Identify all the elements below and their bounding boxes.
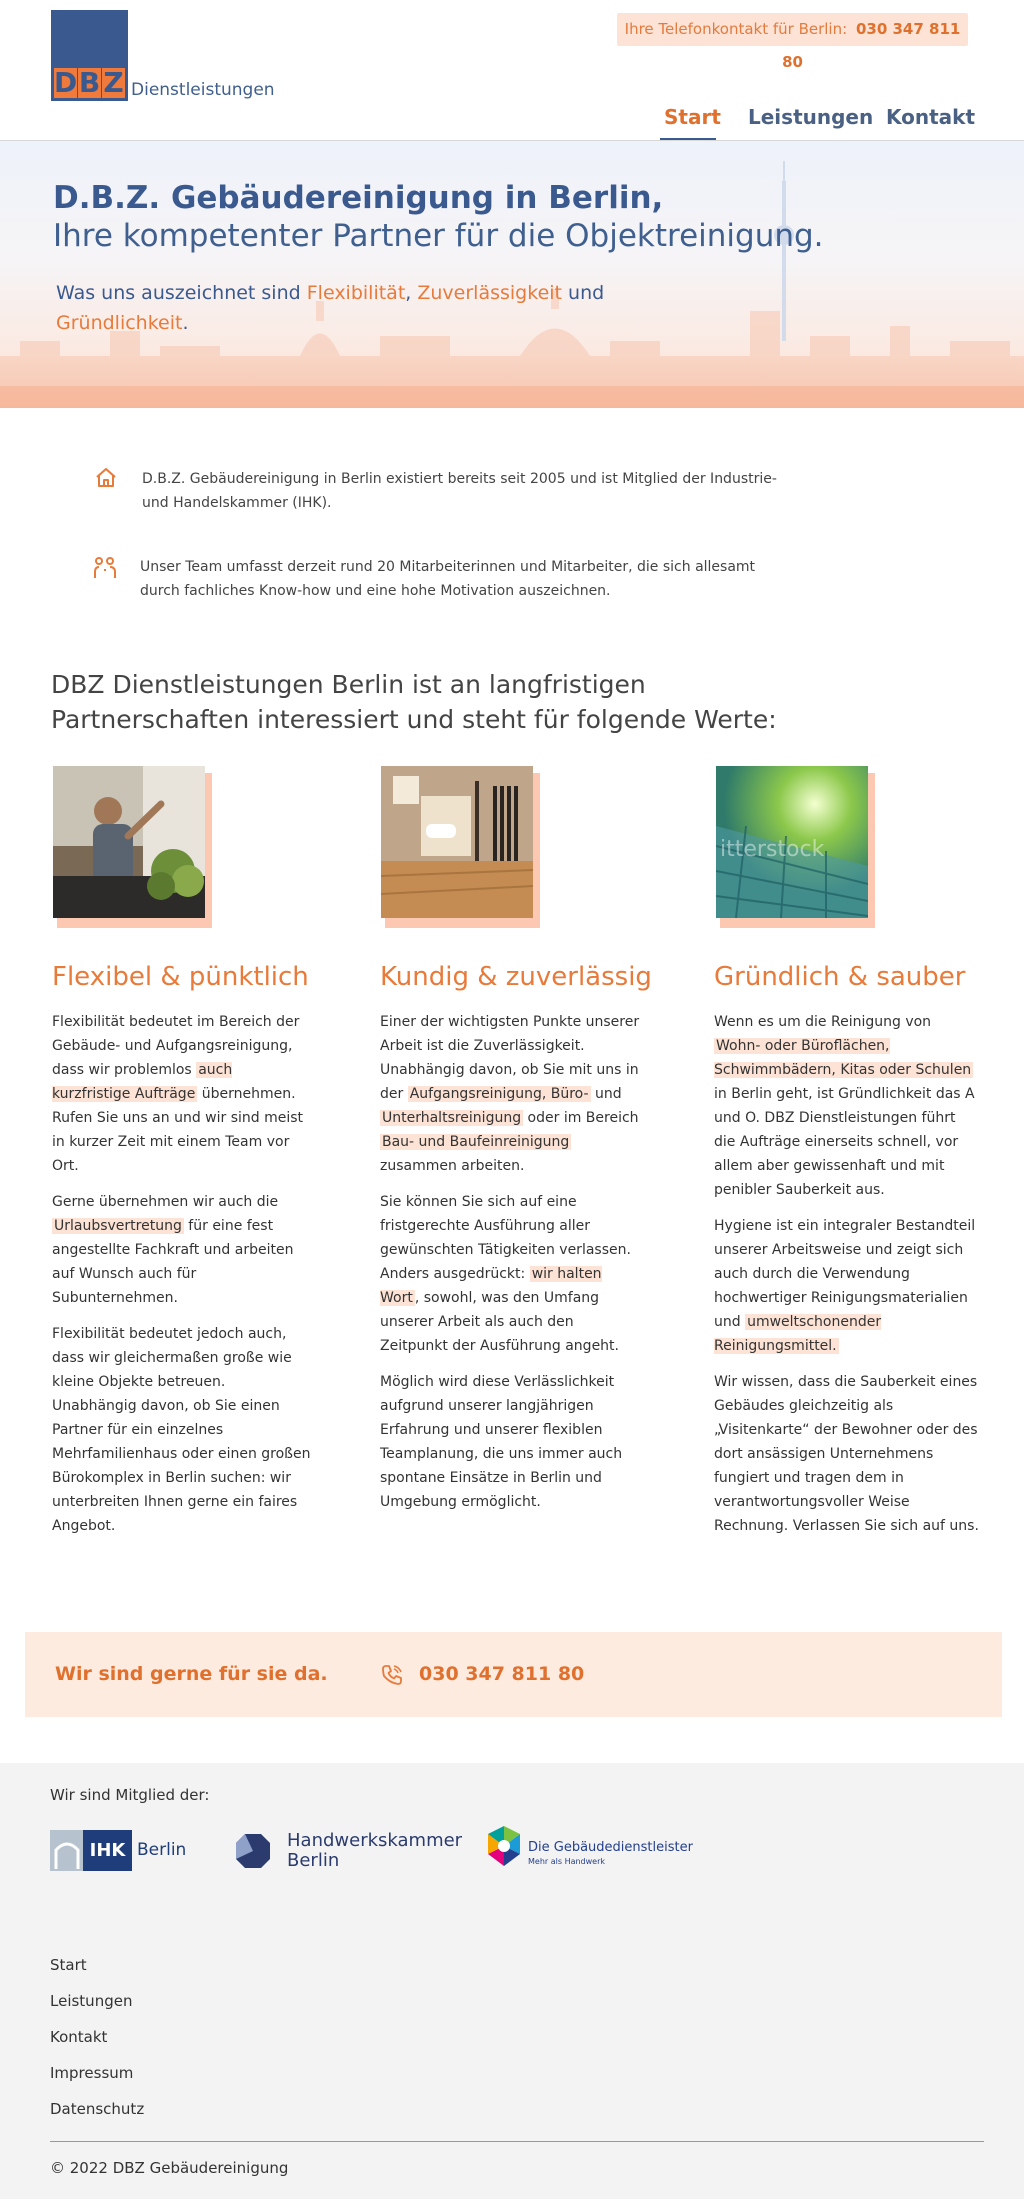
ihk-logo-text: IHK <box>83 1830 132 1871</box>
column-text <box>52 1010 312 1550</box>
paragraph: Wir wissen, dass die Sauberkeit eines Gebäudes gleichzeitig als „Visitenkarte“ der Bewohner oder des dort ansässigen Unternehmens fungiert und tragen dem in verantwortungsvoller Weise Rechnung. Verlassen Sie sich auf uns. <box>714 1374 979 1534</box>
copyright: © 2022 DBZ Gebäudereinigung <box>50 2159 289 2177</box>
hero-subtitle: Ihre kompetenter Partner für die Objektreinigung. <box>53 218 824 254</box>
column-title: Kundig & zuverlässig <box>380 962 652 992</box>
paragraph: Einer der wichtigsten Punkte unserer Arbeit ist die Zuverlässigkeit. Unabhängig davon, ob Sie mit uns in der Aufgangsreinigung, Büro- und Unterhaltsreinigung oder im Bereich Bau- und Baufeinreinigung zusammen arbeiten. <box>380 1014 640 1174</box>
team-icon <box>93 556 117 580</box>
cta-label: Wir sind gerne für sie da. <box>55 1663 328 1685</box>
column-text <box>714 1010 979 1550</box>
gd-logo-slogan: Mehr als Handwerk <box>528 1857 606 1866</box>
tagline-prefix: Was uns auszeichnet sind <box>56 282 301 304</box>
paragraph: Gerne übernehmen wir auch die Urlaubsvertretung für eine fest angestellte Fachkraft und arbeiten auf Wunsch auch für Subunternehmen. <box>52 1194 294 1306</box>
paragraph: Wenn es um die Reinigung von Wohn- oder Büroflächen, Schwimmbädern, Kitas oder Schulen in Berlin geht, ist Gründlichkeit das A und O. DBZ Dienstleistungen führt die Aufträge einerseits schnell, vor allem aber gewissenhaft und mit penibler Sauberkeit aus. <box>714 1014 975 1198</box>
footer-link-kontakt[interactable]: Kontakt <box>50 2028 108 2046</box>
footer-link-datenschutz[interactable]: Datenschutz <box>50 2100 145 2118</box>
paragraph: Flexibilität bedeutet jedoch auch, dass wir gleichermaßen große wie kleine Objekte betreuen. Unabhängig davon, ob Sie einen Partner für ein einzelnes Mehrfamilienhaus oder einen großen Bürokomplex in Berlin suchen: wir unterbreiten Ihnen gerne ein faires Angebot. <box>52 1326 311 1534</box>
nav-start[interactable]: Start <box>664 105 721 129</box>
window-cleaning-photo <box>53 766 205 918</box>
logo[interactable] <box>51 10 128 101</box>
logo-letter: D <box>54 66 78 99</box>
footer-link-impressum[interactable]: Impressum <box>50 2064 134 2082</box>
column-title: Flexibel & pünktlich <box>52 962 309 992</box>
hero-tagline: Was uns auszeichnet sind Flexibilität, Zuverlässigkeit und Gründlichkeit. <box>56 282 605 334</box>
watermark-text: itterstock <box>720 837 825 862</box>
gd-logo-name: Die Gebäudedienstleister <box>528 1840 693 1855</box>
gebaeudedienstleister-logo[interactable] <box>484 1824 693 1874</box>
header-phone-box[interactable] <box>617 13 968 71</box>
column-title: Gründlich & sauber <box>714 962 966 992</box>
paragraph: Flexibilität bedeutet im Bereich der Gebäude- und Aufgangsreinigung, dass wir problemlos auch kurzfristige Aufträge übernehmen. Rufen Sie uns an und wir sind meist in kurzer Zeit mit einem Team vor Ort. <box>52 1014 304 1174</box>
footer-link-start[interactable]: Start <box>50 1956 87 1974</box>
logo-letter: Z <box>103 66 124 99</box>
house-icon <box>94 466 118 490</box>
nav-kontakt[interactable]: Kontakt <box>886 105 976 129</box>
nav-leistungen[interactable]: Leistungen <box>748 105 874 129</box>
hwk-logo-name: Handwerkskammer <box>287 1830 463 1851</box>
handwerkskammer-logo[interactable] <box>234 1830 464 1872</box>
logo-letter: B <box>78 66 101 99</box>
tagline-flexibility: Flexibilität <box>306 282 406 304</box>
membership-label: Wir sind Mitglied der: <box>50 1786 210 1804</box>
footer-link-leistungen[interactable]: Leistungen <box>50 1992 133 2010</box>
info-text-team: Unser Team umfasst derzeit rund 20 Mitarbeiterinnen und Mitarbeiter, die sich allesamt durch fachliches Know-how und eine hohe Motivation auszeichnen. <box>140 559 756 599</box>
paragraph: Hygiene ist ein integraler Bestandteil unserer Arbeitsweise und zeigt sich auch durch die Verwendung hochwertiger Reinigungsmaterialien und umweltschonender Reinigungsmittel. <box>714 1218 976 1354</box>
paragraph: Sie können Sie sich auf eine fristgerechte Ausführung aller gewünschten Tätigkeiten verlassen. Anders ausgedrückt: wir halten Wort , sowohl, was den Umfang unserer Arbeit als auch den Zeitpunkt der Ausführung angeht. <box>380 1194 631 1354</box>
ihk-berlin-logo[interactable] <box>50 1830 185 1871</box>
tagline-and: und <box>568 282 605 304</box>
phone-number[interactable]: 030 347 811 80 <box>782 20 961 71</box>
hwk-logo-city: Berlin <box>287 1850 340 1871</box>
tagline-reliability: Zuverlässigkeit <box>417 282 562 304</box>
footer-divider <box>50 2141 984 2142</box>
ihk-logo-city: Berlin <box>137 1840 187 1860</box>
info-text-founded: D.B.Z. Gebäudereinigung in Berlin existiert bereits seit 2005 und ist Mitglied der Industrie- und Handelskammer (IHK). <box>142 471 777 511</box>
cta-phone-number[interactable]: 030 347 811 80 <box>419 1663 585 1685</box>
glass-facade-photo <box>716 766 868 918</box>
column-text <box>380 1010 640 1526</box>
tagline-thoroughness: Gründlichkeit <box>56 312 183 334</box>
paragraph: Möglich wird diese Verlässlichkeit aufgrund unserer langjährigen Erfahrung und unserer flexiblen Teamplanung, die uns immer auch spontane Einsätze in Berlin und Umgebung ermöglicht. <box>380 1374 623 1510</box>
phone-label: Ihre Telefonkontakt für Berlin: <box>624 20 848 38</box>
bathroom-photo <box>381 766 533 918</box>
phone-icon <box>380 1663 404 1687</box>
logo-mark <box>54 68 125 98</box>
hero-title: D.B.Z. Gebäudereinigung in Berlin, <box>53 180 664 216</box>
brand-name: Dienstleistungen <box>131 80 275 100</box>
values-heading: DBZ Dienstleistungen Berlin ist an langfristigen Partnerschaften interessiert und steht für folgende Werte: <box>51 670 777 734</box>
